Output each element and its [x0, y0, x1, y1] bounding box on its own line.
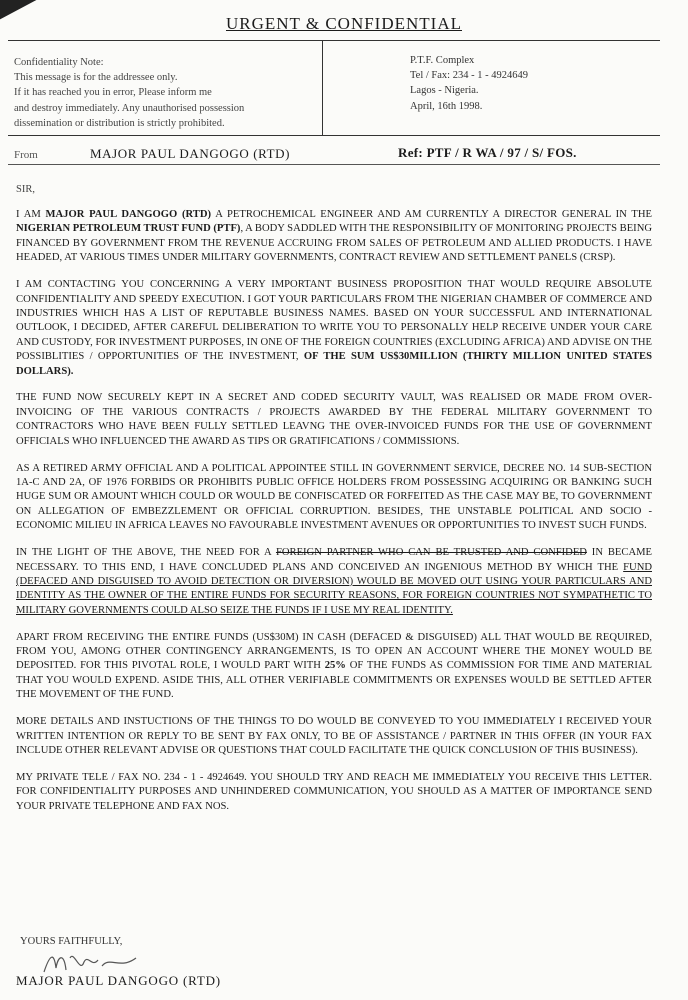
- commission-bold: 25%: [324, 660, 346, 672]
- text-run: I AM: [16, 209, 46, 220]
- salutation: SIR,: [16, 184, 35, 195]
- from-rule: [8, 164, 660, 165]
- letter-body: [16, 208, 652, 827]
- paragraph-7: MORE DETAILS AND INSTUCTIONS OF THE THINGS TO DO WOULD BE CONVEYED TO YOU IMMEDIATELY I RECEIVED YOUR WRITTEN INTENTION OR REPLY TO BE SENT BY FAX ONLY, TO BE OF ASSISTANCE / PARTNER IN THIS OFFER (IN YOUR FAX INCLUDE OTHER RELEVANT ADVISE OR QUESTIONS THAT COULD FACILITATE THE QUICK CONCLUSION OF THIS BUSINESS).: [16, 716, 652, 756]
- paragraph-3: THE FUND NOW SECURELY KEPT IN A SECRET AND CODED SECURITY VAULT, WAS REALISED OR MADE FROM OVER-INVOICING OF THE VARIOUS CONTRACTS / PROJECTS AWARDED BY THE FEDERAL MILITARY GOVERNMENT TO CONTRACTORS WHO HAVE BEEN FULLY SETTLED LEAVNG THE OVER-INVOICED FUNDS FOR THE USE OF GOVERNMENT OFFICIALS WHO INFLUENCED THE AWARD AS TIPS OR GRATIFICATIONS / COMMISSIONS.: [16, 392, 652, 447]
- closing-line: YOURS FAITHFULLY,: [20, 936, 123, 947]
- reference-number: Ref: PTF / R WA / 97 / S/ FOS.: [398, 145, 577, 160]
- header-divider: [322, 40, 323, 135]
- text-run: OF THE FUNDS AS COMMISSION FOR TIME AND MATERIAL THAT YOU WOULD EXPEND. ASIDE THIS, ALL OTHER VERIFIABLE COMMITMENTS OR EXPENSES WOULD BE SETTLED AFTER THE MOVEMENT OF THE FUND.: [16, 660, 652, 701]
- text-run: I AM CONTACTING YOU CONCERNING A VERY IMPORTANT BUSINESS PROPOSITION THAT WOULD REQUIRE ABSOLUTE CONFIDENTIALITY AND SPEEDY EXECUTION. I GOT YOUR PARTICULARS FROM THE NIGERIAN CHAMBER OF COMMERCE AND INDUSTRIES WHICH HAS A LIST OF REPUTABLE BUSINESS NAMES. BASED ON YOUR SUCCESSFUL AND INTERNATIONAL OUTLOOK, I DECIDED, AFTER CAREFUL DELIBERATION TO WRITE YOU TO PERSONALLY HELP RECEIVE UNDER YOUR CARE AND CUSTODY, FOR INVESTMENT PURPOSES, IN ONE OF THE FOREIGN COUNTRIES (EXCLUDING AFRICA) AND ADVISE ON THE POSSIBLITIES / OPPORTUNITIES OF THE INVESTMENT,: [16, 279, 652, 363]
- sender-address: P.T.F. Complex Tel / Fax: 234 - 1 - 4924649 Lagos - Nigeria. April, 16th 1998.: [410, 55, 528, 112]
- organisation-name-bold: NIGERIAN PETROLEUM TRUST FUND (PTF): [16, 223, 241, 235]
- letter-title: URGENT & CONFIDENTIAL: [225, 14, 462, 33]
- underlined-text: FUND (DEFACED AND DISGUISED TO AVOID DETECTION OR DIVERSION) WOULD BE MOVED OUT USING YOUR PARTICULARS AND IDENTITY AS THE OWNER OF THE ENTIRE FUNDS FOR SECURITY REASONS, FOR FOREIGN COUNTRIES NOT SYMPATHETIC TO MILITARY GOVERNMENTS COULD ALSO SEIZE THE FUNDS IF I USE MY REAL IDENTITY.: [16, 561, 652, 616]
- struck-text: FOREIGN PARTNER WHO CAN BE TRUSTED AND CONFIDED: [275, 547, 587, 559]
- paragraph-1: [16, 208, 652, 266]
- confidentiality-note: Confidentiality Note: This message is for the addressee only. If it has reached you in error, Please inform me and destroy immediately. Any unauthorised possession dissemination or distribution is strictly prohibited.: [14, 57, 245, 129]
- header-bottom-rule: [8, 135, 660, 136]
- paragraph-2: [16, 278, 652, 379]
- signatory-name: MAJOR PAUL DANGOGO (RTD): [16, 973, 221, 988]
- from-name: MAJOR PAUL DANGOGO (RTD): [90, 146, 291, 161]
- paragraph-6: [16, 631, 652, 703]
- text-run: A PETROCHEMICAL ENGINEER AND AM CURRENTLY A DIRECTOR GENERAL IN THE: [211, 209, 653, 220]
- from-label: From: [14, 149, 38, 161]
- paragraph-8: MY PRIVATE TELE / FAX NO. 234 - 1 - 4924649. YOU SHOULD TRY AND REACH ME IMMEDIATELY YOU RECEIVE THIS LETTER. FOR CONFIDENTIALITY PURPOSES AND UNHINDERED COMMUNICATION, YOU SHOULD AS A MATTER OF IMPORTANCE SEND YOUR PRIVATE TELEPHONE AND FAX NOS.: [16, 771, 652, 812]
- sender-name-bold: MAJOR PAUL DANGOGO (RTD): [45, 209, 212, 220]
- text-run: IN BECAME NECESSARY. TO THIS END, I HAVE CONCLUDED PLANS AND CONCEIVED AN INGENIOUS METHOD BY WHICH THE: [16, 547, 652, 573]
- paragraph-4: AS A RETIRED ARMY OFFICIAL AND A POLITICAL APPOINTEE STILL IN GOVERNMENT SERVICE, DECREE NO. 14 SUB-SECTION 1A-C AND 2A, OF 1976 FORBIDS OR PROHIBITS PUBLIC OFFICE HOLDERS FROM POSSESSING ACQUIRING OR BANKING SUCH HUGE SUM OR AMOUNT WHICH COULD OR WOULD BE CONFISCATED OR FORFEITED AS THE CASE MAY BE, TO GOVERNMENT ON ALLEGATION OF EMBEZZLEMENT OR OFFICIAL CORRUPTION. BESIDES, THE UNSTABLE POLITICAL AND SOCIO - ECONOMIC MILIEU IN AFRICA LEAVES NO FAVOURABLE INVESTMENT AVENUES OR OPPORTUNITIES TO INVEST SUCH FUNDS.: [16, 462, 652, 532]
- paragraph-5: [16, 546, 652, 618]
- text-run: , A BODY SADDLED WITH THE RESPONSIBILITY OF MONITORING PROJECTS BEING FINANCED BY GOVERNMENT FROM THE REVENUE ACCRUING FROM SALES OF PETROLEUM AND ALLIED PRODUCTS. I HAVE HEADED, AT VARIOUS TIMES UNDER MILITARY GOVERNMENTS, CONTRACT REVIEW AND SETTLEMENT PANELS (CRSP).: [16, 223, 652, 264]
- header-top-rule: [8, 40, 660, 41]
- text-run: IN THE LIGHT OF THE ABOVE, THE NEED FOR A: [16, 547, 276, 559]
- text-run: APART FROM RECEIVING THE ENTIRE FUNDS (US$30M) IN CASH (DEFACED & DISGUISED) ALL THAT WOULD BE REQUIRED, FROM YOU, AMONG OTHER CONTINGENCY ARRANGEMENTS, IS TO OPEN AN ACCOUNT WHERE THE MONEY WOULD BE DEPOSITED. FOR THIS PIVOTAL ROLE, I WOULD PART WITH: [16, 631, 652, 672]
- sum-bold: OF THE SUM US$30MILLION (THIRTY MILLION UNITED STATES DOLLARS).: [16, 351, 652, 377]
